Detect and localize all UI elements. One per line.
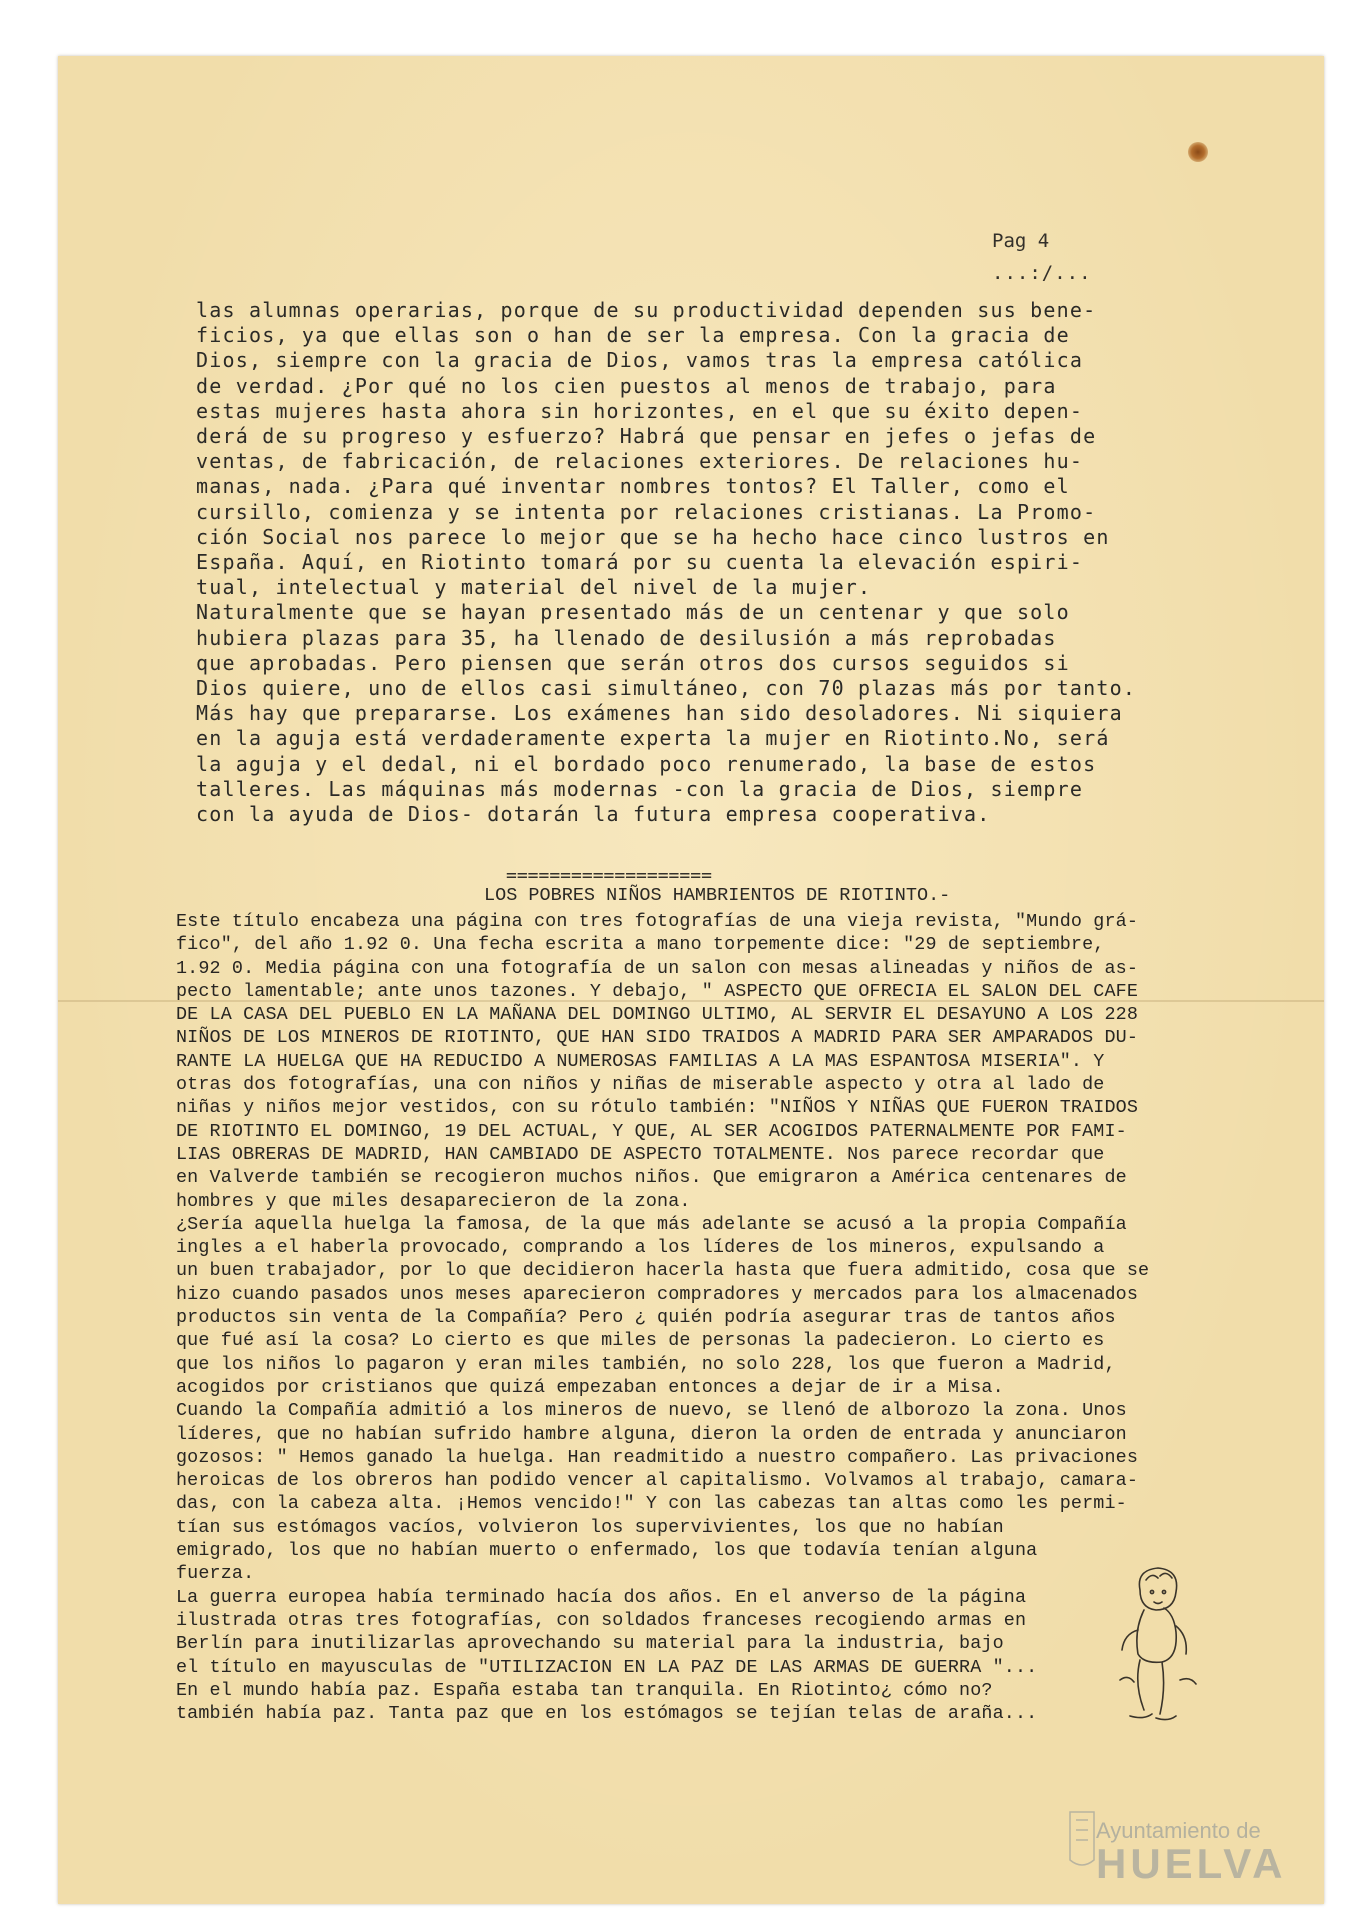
text-line: ventas, de fabricación, de relaciones exteriores. De relaciones hu-: [196, 449, 1084, 474]
text-line: Naturalmente que se hayan presentado más de un centenar y que solo: [196, 600, 1070, 625]
text-line: España. Aquí, en Riotinto tomará por su cuenta la elevación espiri-: [196, 550, 1084, 575]
watermark-line-1: Ayuntamiento de: [1096, 1818, 1261, 1843]
text-line: ¿Sería aquella huelga la famosa, de la que más adelante se acusó a la propia Compañía: [176, 1213, 1127, 1235]
text-line: gozosos: " Hemos ganado la huelga. Han readmitido a nuestro compañero. Las privaciones: [176, 1446, 1139, 1468]
text-line: DE LA CASA DEL PUEBLO EN LA MAÑANA DEL DOMINGO ULTIMO, AL SERVIR EL DESAYUNO A LOS 228: [176, 1004, 1139, 1026]
text-line: Berlín para inutilizarlas aprovechando su material para la industria, bajo: [176, 1633, 1004, 1655]
text-line: fuerza.: [176, 1563, 255, 1585]
text-line: líderes, que no habían sufrido hambre alguna, dieron la orden de entrada y anunciaron: [176, 1423, 1127, 1445]
text-line: que aprobadas. Pero piensen que serán otros dos cursos seguidos si: [196, 650, 1070, 675]
text-line: NIÑOS DE LOS MINEROS DE RIOTINTO, QUE HAN SIDO TRAIDOS A MADRID PARA SER AMPARADOS DU-: [176, 1027, 1139, 1049]
text-line: otras dos fotografías, una con niños y niñas de miserable aspecto y otra al lado de: [176, 1074, 1105, 1096]
section-2-title: LOS POBRES NIÑOS HAMBRIENTOS DE RIOTINTO.-: [484, 885, 951, 906]
text-line: emigrado, los que no habían muerto o enfermado, los que todavía tenían alguna: [176, 1540, 1038, 1562]
continuation-mark: ...:/...: [992, 262, 1092, 284]
text-line: DE RIOTINTO EL DOMINGO, 19 DEL ACTUAL, Y QUE, AL SER ACOGIDOS PATERNALMENTE POR FAMI-: [176, 1120, 1127, 1142]
text-line: das, con la cabeza alta. ¡Hemos vencido!" Y con las cabezas tan altas como les permi-: [176, 1493, 1127, 1515]
text-line: en Valverde también se recogieron muchos niños. Que emigraron a América centenares de: [176, 1167, 1127, 1189]
text-line: Dios quiere, uno de ellos casi simultáneo, con 70 plazas más por tanto.: [196, 676, 1137, 701]
text-line: pecto lamentable; ante unos tazones. Y debajo, " ASPECTO QUE OFRECIA EL SALON DEL CAFE: [176, 980, 1139, 1002]
text-line: hubiera plazas para 35, ha llenado de desilusión a más reprobadas: [196, 625, 1057, 650]
text-line: el título en mayusculas de "UTILIZACION EN LA PAZ DE LAS ARMAS DE GUERRA "...: [176, 1656, 1038, 1678]
text-line: estas mujeres hasta ahora sin horizontes, en el que su éxito depen-: [196, 398, 1084, 423]
text-line: talleres. Las máquinas más modernas -con la gracia de Dios, siempre: [196, 776, 1084, 801]
text-line: derá de su progreso y esfuerzo? Habrá que pensar en jefes o jefas de: [196, 424, 1097, 449]
text-line: ficios, ya que ellas son o han de ser la empresa. Con la gracia de: [196, 323, 1070, 348]
text-line: tual, intelectual y material del nivel de la mujer.: [196, 575, 872, 600]
section-divider: ===================: [506, 865, 712, 886]
rust-stain: [1188, 142, 1208, 162]
text-line: la aguja y el dedal, ni el bordado poco renumerado, la base de estos: [196, 751, 1097, 776]
text-line: acogidos por cristianos que quizá empezaban entonces a dejar de ir a Misa.: [176, 1376, 1004, 1398]
child-sketch-icon: [1110, 1560, 1210, 1740]
page-number: Pag 4: [992, 230, 1050, 252]
text-line: En el mundo había paz. España estaba tan tranquila. En Riotinto¿ cómo no?: [176, 1679, 993, 1701]
text-line: ingles a el haberla provocado, comprando a los líderes de los mineros, expulsando a: [176, 1237, 1105, 1259]
text-line: un buen trabajador, por lo que decidieron hacerla hasta que fuera admitido, cosa que se: [176, 1260, 1150, 1282]
text-line: fico", del año 1.92 0. Una fecha escrita a mano torpemente dice: "29 de septiembre,: [176, 934, 1105, 956]
text-line: ilustrada otras tres fotografías, con soldados franceses recogiendo armas en: [176, 1609, 1027, 1631]
text-line: cursillo, comienza y se intenta por relaciones cristianas. La Promo-: [196, 499, 1097, 524]
text-line: ción Social nos parece lo mejor que se ha hecho hace cinco lustros en: [196, 524, 1110, 549]
text-line: también había paz. Tanta paz que en los estómagos se tejían telas de araña...: [176, 1703, 1038, 1725]
text-line: Cuando la Compañía admitió a los mineros de nuevo, se llenó de alborozo la zona. Unos: [176, 1400, 1127, 1422]
text-line: heroicas de los obreros han podido vencer al capitalismo. Volvamos al trabajo, camara-: [176, 1470, 1139, 1492]
text-line: las alumnas operarias, porque de su productividad dependen sus bene-: [196, 298, 1097, 322]
watermark-line-2: HUELVA: [1096, 1840, 1287, 1887]
text-line: Este título encabeza una página con tres fotografías de una vieja revista, "Mundo grá-: [176, 911, 1139, 932]
text-line: Dios, siempre con la gracia de Dios, vamos tras la empresa católica: [196, 348, 1084, 373]
text-line: RANTE LA HUELGA QUE HA REDUCIDO A NUMEROSAS FAMILIAS A LA MAS ESPANTOSA MISERIA". Y: [176, 1050, 1105, 1072]
text-line: manas, nada. ¿Para qué inventar nombres tontos? El Taller, como el: [196, 474, 1070, 499]
text-line: en la aguja está verdaderamente experta la mujer en Riotinto.No, será: [196, 726, 1110, 751]
text-line: que los niños lo pagaron y eran miles también, no solo 228, los que fueron a Madrid,: [176, 1353, 1116, 1375]
text-line: con la ayuda de Dios- dotarán la futura empresa cooperativa.: [196, 802, 991, 827]
text-line: Más hay que prepararse. Los exámenes han sido desoladores. Ni siquiera: [196, 701, 1123, 726]
text-line: de verdad. ¿Por qué no los cien puestos al menos de trabajo, para: [196, 373, 1057, 398]
text-line: que fué así la cosa? Lo cierto es que miles de personas la padecieron. Lo cierto es: [176, 1330, 1105, 1352]
text-line: hizo cuando pasados unos meses aparecieron compradores y mercados para los almacenados: [176, 1283, 1139, 1305]
section-1-text: [196, 298, 1236, 827]
text-line: 1.92 0. Media página con una fotografía de un salon con mesas alineadas y niños de as-: [176, 957, 1139, 979]
section-2-text: [176, 910, 1236, 1725]
text-line: productos sin venta de la Compañía? Pero ¿ quién podría asegurar tras de tantos años: [176, 1307, 1116, 1329]
text-line: tían sus estómagos vacíos, volvieron los supervivientes, los que no habían: [176, 1516, 1004, 1538]
text-line: La guerra europea había terminado hacía dos años. En el anverso de la página: [176, 1586, 1027, 1608]
text-line: LIAS OBRERAS DE MADRID, HAN CAMBIADO DE ASPECTO TOTALMENTE. Nos parece recordar que: [176, 1143, 1105, 1165]
text-line: niñas y niños mejor vestidos, con su rótulo también: "NIÑOS Y NIÑAS QUE FUERON TRAIDOS: [176, 1097, 1139, 1119]
text-line: hombres y que miles desaparecieron de la zona.: [176, 1190, 691, 1212]
